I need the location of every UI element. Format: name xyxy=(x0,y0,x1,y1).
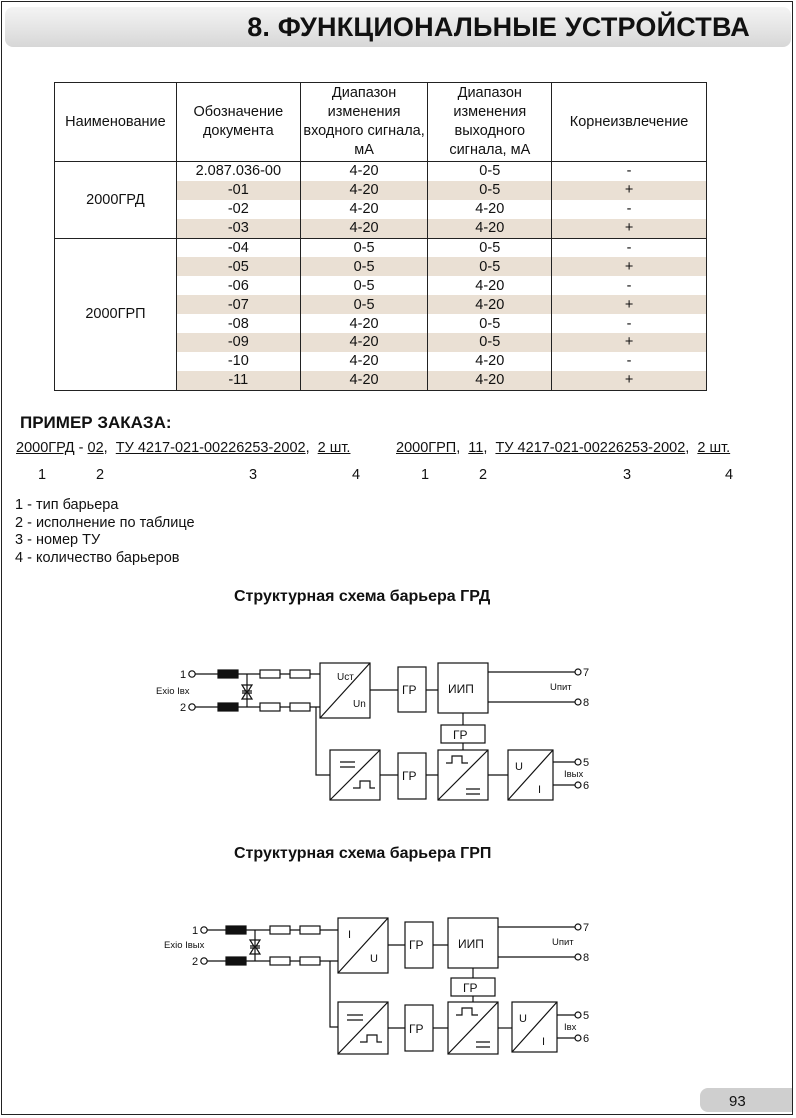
document-cell: -10 xyxy=(176,352,300,371)
scheme-grp-title: Структурная схема барьера ГРП xyxy=(234,845,492,862)
pin-1-label: 1 xyxy=(192,925,199,937)
conv-bottom-label: Un xyxy=(353,699,366,710)
input-range-cell: 4-20 xyxy=(300,371,428,390)
resistor xyxy=(300,926,320,934)
order2-num-2: 2 xyxy=(479,467,488,483)
input-range-cell: 4-20 xyxy=(300,314,428,333)
pin-2-terminal xyxy=(189,704,195,710)
table-row xyxy=(55,238,707,257)
ui-top-label: U xyxy=(515,761,523,773)
root-extraction-cell: + xyxy=(552,181,707,200)
root-extraction-cell: + xyxy=(552,295,707,314)
root-extraction-cell: + xyxy=(552,219,707,238)
input-range-cell: 4-20 xyxy=(300,219,428,238)
input-range-cell: 0-5 xyxy=(300,257,428,276)
table-row xyxy=(55,162,707,181)
group-name-cell: 2000ГРД xyxy=(55,162,177,239)
ui-bottom-label: I xyxy=(542,1036,546,1048)
input-range-cell: 0-5 xyxy=(300,238,428,257)
resistor xyxy=(270,926,290,934)
pin-8-label: 8 xyxy=(583,952,590,964)
header-root-extraction: Корнеизвлечение xyxy=(552,83,707,162)
input-range-cell: 0-5 xyxy=(300,276,428,295)
header-output-range: Диапазон изменения выходного сигнала, мА xyxy=(428,83,552,162)
gr-label: ГР xyxy=(409,938,424,952)
out-label: Uпит xyxy=(552,937,574,948)
root-extraction-cell: - xyxy=(552,162,707,181)
spec-table xyxy=(54,82,707,391)
resistor xyxy=(260,670,280,678)
out2-label: Iвх xyxy=(564,1022,577,1033)
pin-5-label: 5 xyxy=(583,1010,590,1022)
header-name: Наименование xyxy=(55,83,177,162)
pin-1-terminal xyxy=(201,927,207,933)
root-extraction-cell: - xyxy=(552,200,707,219)
pin-6-label: 6 xyxy=(583,1033,590,1045)
root-extraction-cell: + xyxy=(552,257,707,276)
legend-item: 4 - количество барьеров xyxy=(15,549,180,566)
header-input-range: Диапазон изменения входного сигнала, мА xyxy=(300,83,428,162)
document-cell: -11 xyxy=(176,371,300,390)
resistor xyxy=(260,703,280,711)
conv-top-label: Uст xyxy=(337,672,354,683)
document-cell: -09 xyxy=(176,333,300,352)
pin-2-label: 2 xyxy=(192,956,199,968)
legend-item: 3 - номер ТУ xyxy=(15,532,101,548)
scheme-grp-diagram xyxy=(160,912,610,1062)
scheme-grd-title: Структурная схема барьера ГРД xyxy=(234,588,491,605)
gr-label: ГР xyxy=(402,683,417,697)
pin-1-terminal xyxy=(189,671,195,677)
pin-5-terminal xyxy=(575,759,581,765)
resistor xyxy=(270,957,290,965)
order1-sep: - xyxy=(74,440,88,456)
root-extraction-cell: - xyxy=(552,276,707,295)
output-range-cell: 0-5 xyxy=(428,257,552,276)
output-range-cell: 0-5 xyxy=(428,314,552,333)
order1-num-1: 1 xyxy=(38,467,47,483)
input-range-cell: 0-5 xyxy=(300,295,428,314)
output-range-cell: 0-5 xyxy=(428,333,552,352)
order1-qty: 2 шт. xyxy=(317,440,351,456)
table-header-row xyxy=(55,83,707,162)
document-cell: -02 xyxy=(176,200,300,219)
root-extraction-cell: - xyxy=(552,238,707,257)
pin-8-terminal xyxy=(575,954,581,960)
input-range-cell: 4-20 xyxy=(300,181,428,200)
header-document: Обозначение документа xyxy=(176,83,300,162)
output-range-cell: 4-20 xyxy=(428,352,552,371)
page-number: 93 xyxy=(729,1093,746,1110)
legend-item: 2 - исполнение по таблице xyxy=(15,514,195,531)
pin-1-label: 1 xyxy=(180,669,187,681)
pin-5-label: 5 xyxy=(583,757,590,769)
ui-top-label: U xyxy=(519,1013,527,1025)
page-number-tab xyxy=(700,1088,792,1112)
order2-qty: 2 шт. xyxy=(697,440,731,456)
input-range-cell: 4-20 xyxy=(300,162,428,181)
gr-bottom-label: ГР xyxy=(409,1022,424,1036)
gr-small-label: ГР xyxy=(463,981,478,995)
conv-top-label: I xyxy=(348,929,352,941)
order2-num-3: 3 xyxy=(623,467,632,483)
document-cell: -08 xyxy=(176,314,300,333)
document-cell: -04 xyxy=(176,238,300,257)
document-cell: -01 xyxy=(176,181,300,200)
output-range-cell: 0-5 xyxy=(428,238,552,257)
output-range-cell: 4-20 xyxy=(428,219,552,238)
output-range-cell: 4-20 xyxy=(428,371,552,390)
conv-bottom-label: U xyxy=(370,953,378,965)
pin-6-terminal xyxy=(575,782,581,788)
order2-exec: 11 xyxy=(468,440,484,456)
iip-label: ИИП xyxy=(458,937,484,951)
order1-num-3: 3 xyxy=(249,467,258,483)
order2-num-1: 1 xyxy=(421,467,430,483)
document-cell: -06 xyxy=(176,276,300,295)
input-range-cell: 4-20 xyxy=(300,200,428,219)
root-extraction-cell: - xyxy=(552,352,707,371)
order2-tu: ТУ 4217-021-00226253-2002 xyxy=(495,440,686,456)
resistor xyxy=(300,957,320,965)
gr-bottom-label: ГР xyxy=(402,769,417,783)
root-extraction-cell: + xyxy=(552,371,707,390)
root-extraction-cell: + xyxy=(552,333,707,352)
output-range-cell: 4-20 xyxy=(428,295,552,314)
pin-6-label: 6 xyxy=(583,780,590,792)
output-range-cell: 4-20 xyxy=(428,276,552,295)
resistor-black xyxy=(218,670,238,678)
order2-num-4: 4 xyxy=(725,467,734,483)
pin-7-terminal xyxy=(575,669,581,675)
output-range-cell: 0-5 xyxy=(428,162,552,181)
legend-item: 1 - тип барьера xyxy=(15,497,119,513)
resistor-black xyxy=(226,926,246,934)
pin-6-terminal xyxy=(575,1035,581,1041)
gr-small-label: ГР xyxy=(453,728,468,742)
pin-2-terminal xyxy=(201,958,207,964)
order-legend xyxy=(15,497,195,567)
pin-8-terminal xyxy=(575,699,581,705)
scheme-grd-diagram xyxy=(150,655,610,810)
ui-bottom-label: I xyxy=(538,784,542,796)
order-example-title: ПРИМЕР ЗАКАЗА: xyxy=(20,413,172,432)
page-title: 8. ФУНКЦИОНАЛЬНЫЕ УСТРОЙСТВА xyxy=(247,12,750,42)
document-cell: -05 xyxy=(176,257,300,276)
pin-7-terminal xyxy=(575,924,581,930)
order1-tu: ТУ 4217-021-00226253-2002 xyxy=(115,440,306,456)
input-range-cell: 4-20 xyxy=(300,333,428,352)
pin-5-terminal xyxy=(575,1012,581,1018)
out-label: Uпит xyxy=(550,682,572,693)
order-example-2: 2000ГРП, 11, ТУ 4217-021-00226253-2002, 2 шт. xyxy=(396,440,731,456)
order1-exec: 02 xyxy=(87,440,104,456)
out2-label: Iвых xyxy=(564,769,584,780)
pin-2-label: 2 xyxy=(180,702,187,714)
order1-num-4: 4 xyxy=(352,467,361,483)
order1-type: 2000ГРД xyxy=(16,440,75,456)
iip-label: ИИП xyxy=(448,682,474,696)
order-example-1: 2000ГРД - 02, ТУ 4217-021-00226253-2002, 2 шт. xyxy=(16,440,351,456)
output-range-cell: 0-5 xyxy=(428,181,552,200)
input-label: Exio Iвх xyxy=(156,686,190,697)
order2-type: 2000ГРП xyxy=(396,440,457,456)
resistor xyxy=(290,670,310,678)
resistor-black xyxy=(218,703,238,711)
output-range-cell: 4-20 xyxy=(428,200,552,219)
document-cell: 2.087.036-00 xyxy=(176,162,300,181)
resistor xyxy=(290,703,310,711)
resistor-black xyxy=(226,957,246,965)
pin-7-label: 7 xyxy=(583,922,590,934)
order1-num-2: 2 xyxy=(96,467,105,483)
pin-7-label: 7 xyxy=(583,667,590,679)
input-label: Exio Iвых xyxy=(164,940,205,951)
root-extraction-cell: - xyxy=(552,314,707,333)
document-cell: -07 xyxy=(176,295,300,314)
group-name-cell: 2000ГРП xyxy=(55,238,177,390)
input-range-cell: 4-20 xyxy=(300,352,428,371)
document-cell: -03 xyxy=(176,219,300,238)
pin-8-label: 8 xyxy=(583,697,590,709)
